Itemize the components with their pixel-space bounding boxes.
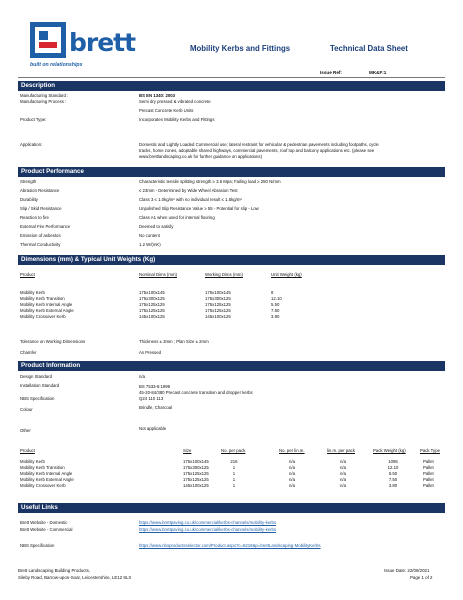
pack-cell: 216 [230,459,238,464]
section-dimensions-heading: Dimensions (mm) & Typical Unit Weights (Kg) [18,255,445,265]
dim-cell: 12.10 [271,296,282,301]
application-line-1: Domestic and Lightly Loaded Commercial use; lateral restraint for vehicular & pedestrian pavements including footpaths, cycle [139,142,379,147]
dim-cell: Mobility Crossover Kerb [20,314,66,319]
section-description-heading: Description [18,81,445,91]
dim-col-weight: Unit Weight (kg) [271,272,302,277]
header-divider [18,77,445,78]
pack-cell: n/a [340,459,346,464]
asbestos-label: Emission of asbestos [20,233,61,238]
dim-cell: Mobility Kerb External Angle [20,308,74,313]
chamfer-value: As Pressed [139,350,161,355]
pack-cell: 3.80 [388,483,398,488]
dim-col-nominal: Nominal Dims (mm) [139,272,177,277]
dim-cell: 175x125x125 [205,308,231,313]
pack-cell: Mobility Kerb Transition [20,465,65,470]
external-fire-label: External Fire Performance [20,224,71,229]
pack-col-no-per-linm: No. per lin.m. [279,448,305,453]
external-fire-value: Deemed to satisfy [139,224,174,229]
pack-cell: 1095 [388,459,398,464]
issue-ref-label: Issue Ref: [320,70,342,75]
section-useful-links-heading: Useful Links [18,503,445,513]
pack-cell: 7.50 [388,477,398,482]
document-title: Mobility Kerbs and Fittings [190,44,291,53]
dim-cell: 7.50 [271,308,280,313]
pack-cell: 1 [232,465,236,470]
pack-cell: 12.10 [387,465,399,470]
other-value: Not applicable [139,426,167,431]
dim-cell: Mobility Kerb Transition [20,296,65,301]
dim-cell: 175x300x125 [139,296,165,301]
brand-tagline: built on relationships [30,62,83,68]
application-line-3: www.brettlandscaping.co.uk for further guidance on applications) [139,154,263,159]
link-nbs-label: NBS Specification [20,543,55,548]
pack-cell: Pallet [423,471,434,476]
strength-value: Characteristic tensile splitting strength ≥ 3.6 Mpa; Failing load ≥ 250 N/mm [139,179,281,184]
dim-col-working: Working Dims (mm) [205,272,243,277]
dim-cell: 175x125x125 [205,302,231,307]
durability-label: Durability [20,197,38,202]
nbs-specification-value-1: 45-20-84/380 Precast concrete transition and dropper kerbs [139,390,253,395]
pack-cell: n/a [340,465,346,470]
nbs-specification-label: NBS Specification [20,396,55,401]
pack-cell: Pallet [423,465,434,470]
dim-cell: 175x300x125 [205,296,231,301]
thermal-conductivity-label: Thermal Conductivity [20,242,61,247]
section-product-info-heading: Product Information [18,361,445,371]
sheet-title: Technical Data Sheet [330,44,408,53]
pack-cell: 175x100x145 [183,459,209,464]
reaction-to-fire-label: Reaction to fire [20,215,49,220]
dim-cell: 145x100x125 [139,314,165,319]
footer-page-number: Page 1 of 2 [410,575,433,580]
dim-cell: Mobility Kerb [20,290,45,295]
pack-cell: n/a [289,471,295,476]
dim-cell: 5.50 [271,302,280,307]
pack-cell: Pallet [423,477,434,482]
pack-cell: n/a [289,465,295,470]
section-performance-heading: Product Performance [18,167,445,177]
colour-label: Colour [20,407,33,412]
issue-ref-value: MK&F:1 [369,70,387,75]
abrasion-label: Abrasion Resistance [20,188,60,193]
pack-cell: n/a [340,477,346,482]
manufacturing-process-value-2: Precast Concrete Kerb Units [139,108,194,113]
nbs-specification-value-2: Q24 110 113 [139,396,164,401]
other-label: Other [20,428,31,433]
durability-value: Class 3 ≤ 1.0kg/m² with no individual result ≤ 1.5kg/m² [139,197,242,202]
dim-cell: 175x100x145 [139,290,165,295]
manufacturing-process-value: Semi dry pressed & vibrated concrete [139,99,211,104]
footer-issue-date: Issue Date: 22/09/2021 [384,568,430,573]
link-nbs-url[interactable]: https://www.nbsproductsselector.com/Product.aspx?c=6218&p=brettLandscaping-MobilityKerbs [139,543,321,548]
pack-cell: n/a [289,477,295,482]
link-commercial-url[interactable]: https://www.brettpaving.co.uk/commercial/kerbs-channels/mobility-kerbs [139,527,277,532]
dim-cell: 175x100x145 [205,290,231,295]
pack-cell: n/a [289,483,295,488]
tolerance-label: Tolerance on Working Dimensions [20,339,86,344]
pack-cell: Pallet [423,483,434,488]
application-line-2: tracks, home zones, adoptable shared highways, commercial pavements, roof top and balcony applications etc. (please see [139,148,375,153]
link-domestic-label: Brett Website - Domestic [20,520,68,525]
pack-cell: Mobility Kerb External Angle [20,477,74,482]
installation-standard-value: BS 7533-6:1999 [139,384,171,389]
pack-cell: 1 [232,477,236,482]
pack-col-product: Product [20,448,35,453]
strength-label: Strength [20,179,37,184]
colour-value: Brindle, Charcoal [139,405,172,410]
pack-cell: n/a [340,483,346,488]
pack-cell: Mobility Kerb Internal Angle [20,471,73,476]
manufacturing-standard-value: BS EN 1340: 2003 [139,93,176,98]
product-type-label: Product Type: [20,117,47,122]
link-domestic-url[interactable]: https://www.brettpaving.co.uk/commercial/kerbs-channels/mobility-kerbs [139,520,277,525]
pack-cell: Mobility Crossover Kerb [20,483,66,488]
brett-logo-mark-icon [30,22,66,58]
product-type-value: Incorporates Mobility Kerbs and Fittings [139,117,215,122]
design-standard-label: Design Standard [20,374,53,379]
slip-resistance-value: Unpolished Slip Resistance Value ≥ 55 - Potential for slip - Low [139,206,259,211]
pack-cell: Mobility Kerb [20,459,45,464]
application-label: Application: [20,142,43,147]
dim-cell: 175x125x125 [139,302,165,307]
pack-cell: 5.50 [388,471,398,476]
dim-cell: 175x125x125 [139,308,165,313]
manufacturing-process-label: Manufacturing Process : [20,99,67,104]
pack-cell: 175x125x125 [183,471,209,476]
pack-cell: 175x125x125 [183,477,209,482]
pack-cell: 1 [232,471,236,476]
pack-col-size: Size [183,448,192,453]
pack-cell: Pallet [423,459,434,464]
abrasion-value: ≤ 23mm - Determined by Wide Wheel Abrasion Test [139,188,238,193]
dim-col-product: Product [20,272,35,277]
dim-cell: 8 [271,290,274,295]
pack-col-pack-weight: Pack Weight (kg) [373,448,406,453]
brett-logo [30,22,136,68]
pack-cell: 175x300x125 [183,465,209,470]
dim-cell: 145x100x125 [205,314,231,319]
thermal-conductivity-value: 1.2 W/(mK) [139,242,161,247]
asbestos-value: No content [139,233,160,238]
pack-col-no-per-pack: No. per pack [221,448,246,453]
pack-cell: 1 [232,483,236,488]
pack-cell: 145x100x125 [183,483,209,488]
pack-cell: n/a [289,459,295,464]
pack-cell: n/a [340,471,346,476]
design-standard-value: n/a [139,374,145,379]
dim-cell: 3.80 [271,314,280,319]
pack-col-linm-per-pack: lin.m. per pack [327,448,355,453]
footer-company: Brett Landscaping Building Products, [18,568,91,573]
pack-col-pack-type: Pack Type [420,448,440,453]
slip-resistance-label: Slip / Skid Resistance [20,206,62,211]
link-commercial-label: Brett Website - Commercial [20,527,73,532]
brett-logo-wordmark: brett [69,28,136,57]
reaction-to-fire-value: Class A1 when used for internal flooring [139,215,215,220]
installation-standard-label: Installation Standard [20,383,60,388]
dim-cell: Mobility Kerb Internal Angle [20,302,73,307]
manufacturing-standard-label: Manufacturing Standard : [20,93,69,98]
chamfer-label: Chamfer [20,350,37,355]
footer-address: Sileby Road, Barrow-upon-Soar, Leicestershire, LE12 8LX [18,575,132,580]
tolerance-value: Thickness ± 3mm ; Plan Size ± 2mm [139,339,209,344]
